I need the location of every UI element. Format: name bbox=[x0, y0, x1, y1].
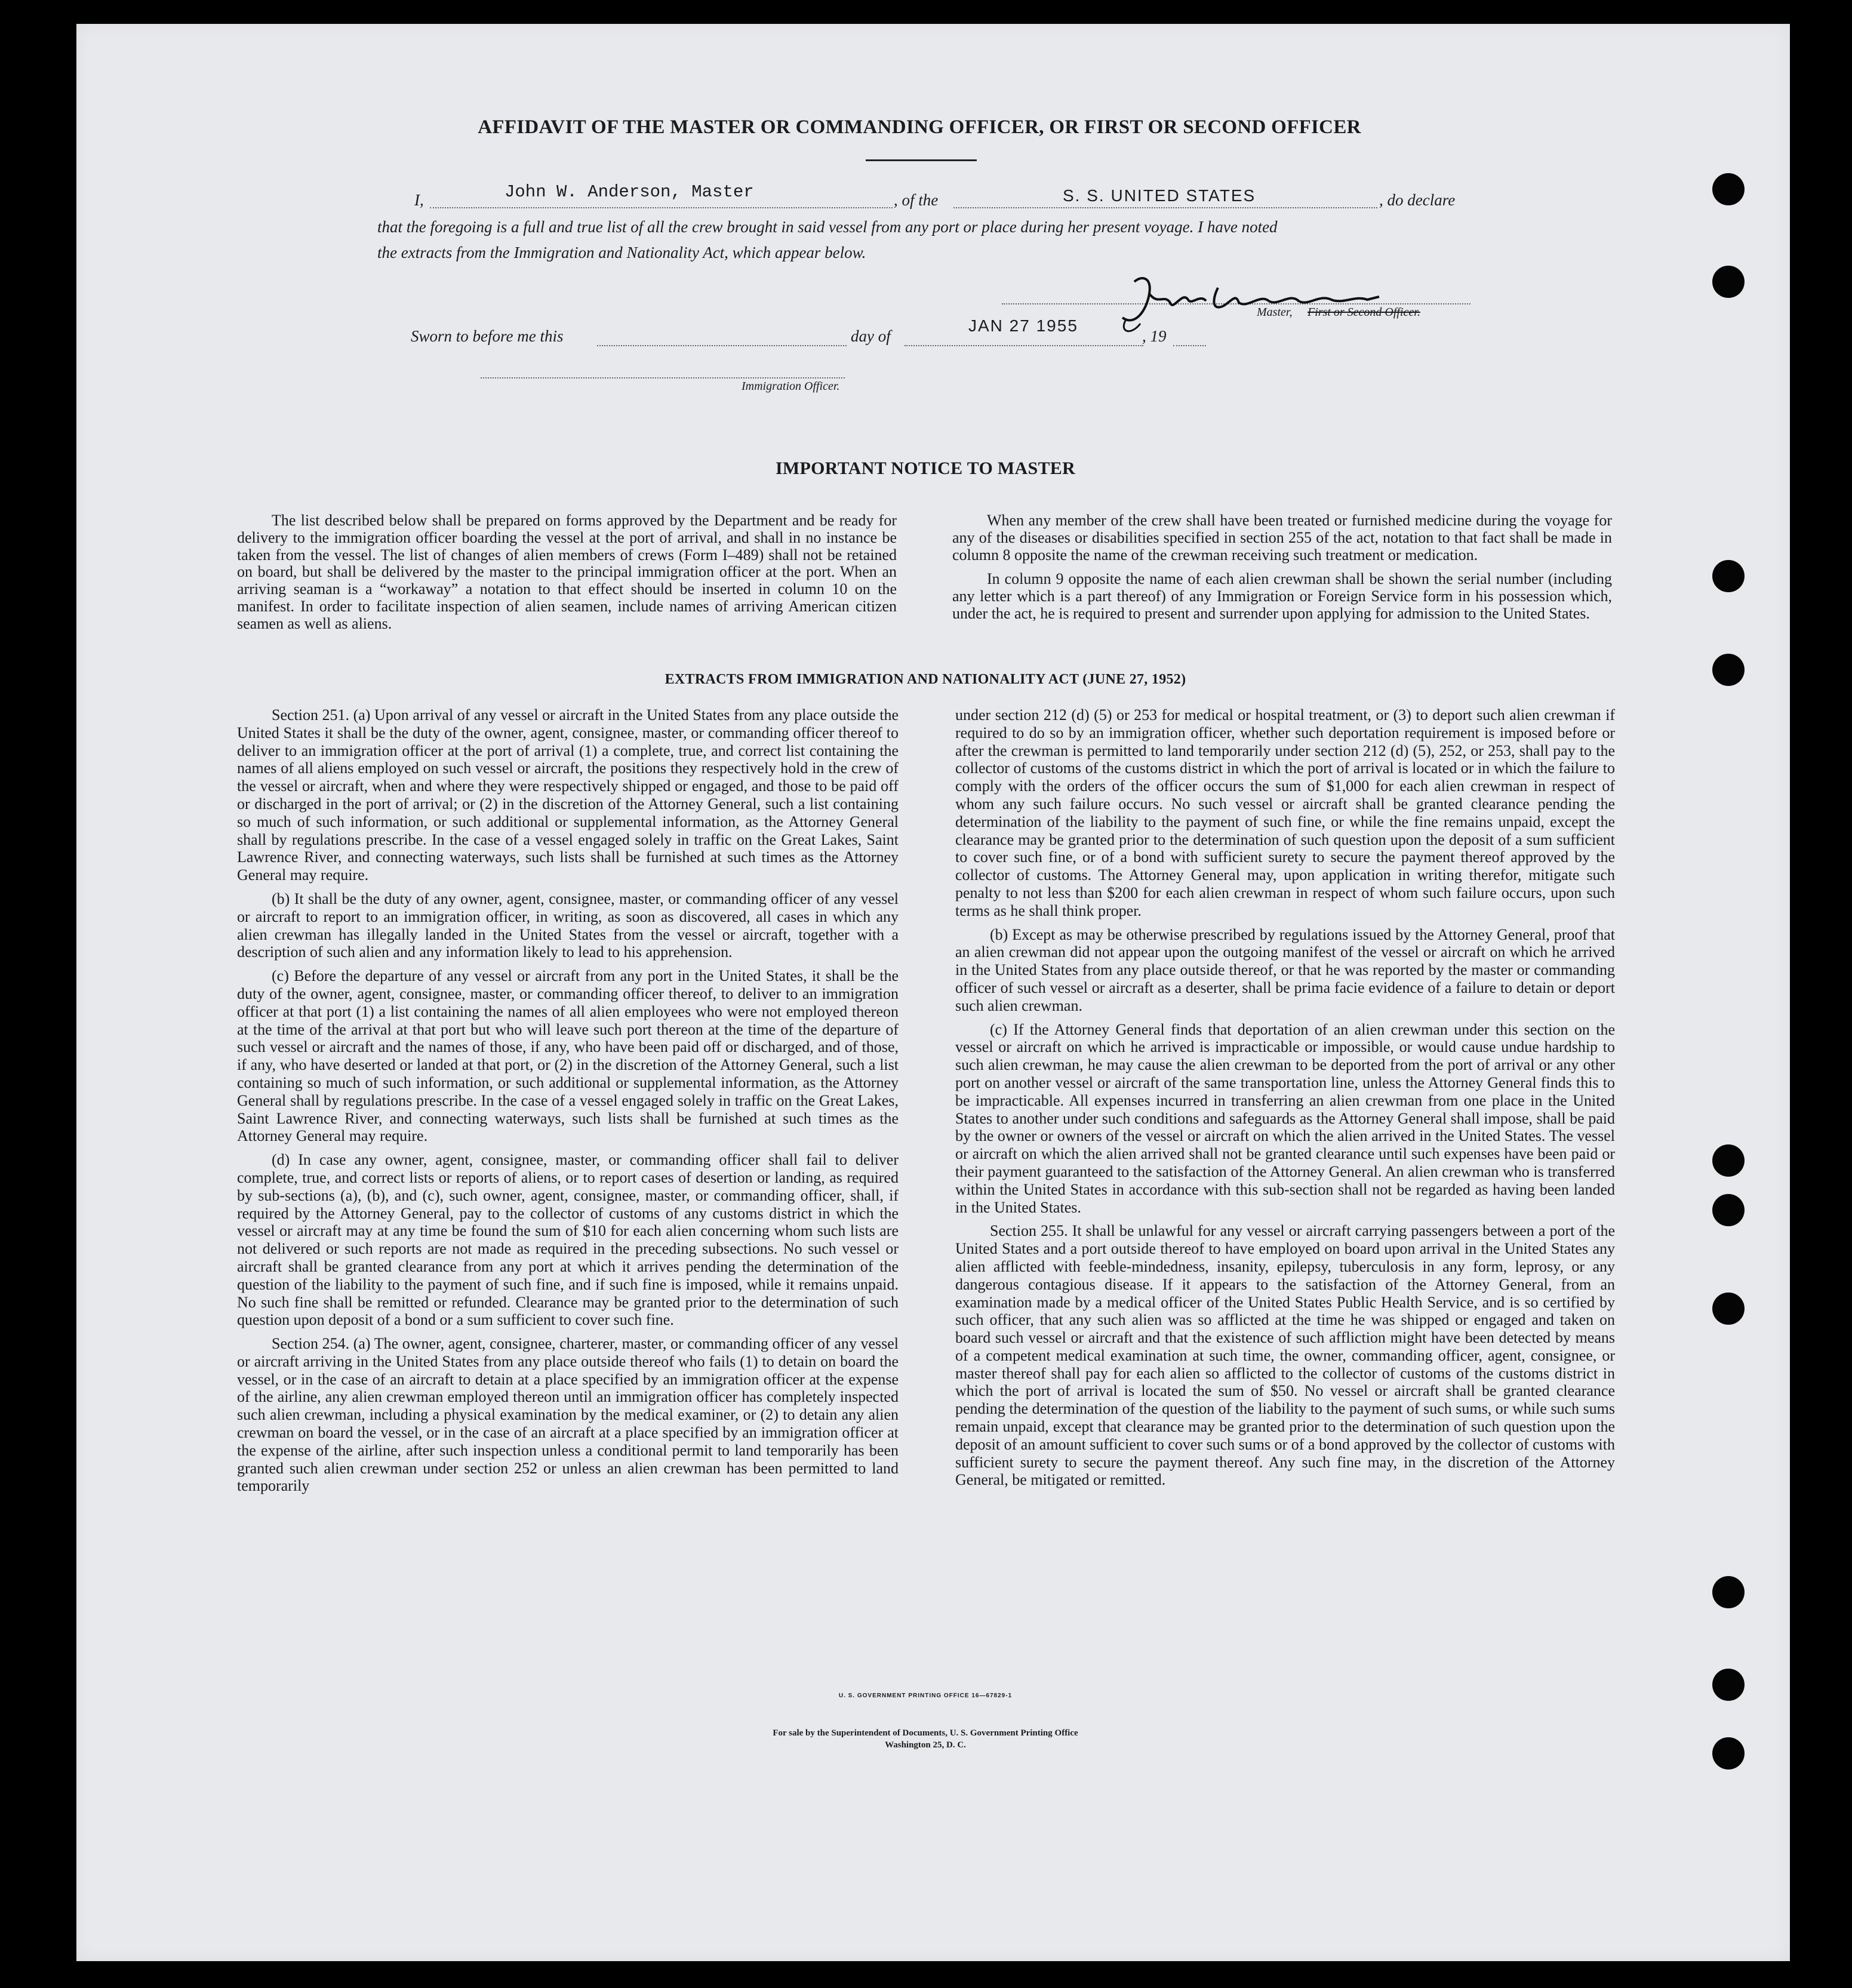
extracts-right-column bbox=[955, 706, 1615, 1495]
sale-line-2: Washington 25, D. C. bbox=[885, 1740, 966, 1750]
master-name: John W. Anderson, Master bbox=[504, 182, 754, 202]
name-line bbox=[430, 207, 893, 208]
signature-mark bbox=[1116, 270, 1391, 336]
section-251d: (d) In case any owner, agent, consignee, master, or commanding officer shall fail to deliver complete, true, and correct lists or reports of aliens, or to report cases of desertion or landing, as required by sub-sections (a), (b), and (c), such owner, agent, consignee, master, or commanding officer, shall, if required by the Attorney General, pay to the collector of customs of any customs district in which the vessel or aircraft may at any time be found the sum of $10 for each alien concerning whom such lists are not delivered or such reports are not made as required in the preceding subsections. No such vessel or aircraft shall be granted clearance from any port at which it arrives pending the determination of the question of the liability to the payment of such fine, and if such fine is imposed, while it remains unpaid. No such fine shall be remitted or refunded. Clearance may be granted prior to the determination of such question upon deposit of a bond or a sum sufficient to cover such fine. bbox=[237, 1151, 899, 1329]
extracts-left-column bbox=[237, 706, 899, 1501]
affidavit-title: AFFIDAVIT OF THE MASTER OR COMMANDING OFFICER, OR FIRST OR SECOND OFFICER bbox=[478, 116, 1361, 138]
day-of-text: day of bbox=[851, 327, 891, 345]
affidavit-statement-1: that the foregoing is a full and true list of all the crew brought in said vessel from any port or place during her present voyage. I have noted bbox=[377, 218, 1278, 236]
section-251b: (b) It shall be the duty of any owner, agent, consignee, master, or commanding officer of any vessel or aircraft to report to an immigration officer, in writing, as soon as discovered, all cases in which any alien crewman has illegally landed in the United States from the vessel or aircraft, together with a description of such alien and any information likely to lead to his apprehension. bbox=[237, 890, 899, 961]
section-251c: (c) Before the departure of any vessel or aircraft from any port in the United States, it shall be the duty of the owner, agent, consignee, master, or commanding officer thereof, to deliver to an immigration officer at that port (1) a list containing the names of all alien employees who were not employed thereon at the time of the arrival at that port but who will leave such port thereon at the time of the departure of such vessel or aircraft and the names of those, if any, who have been paid off or discharged, and of those, if any, who have deserted or landed at that port, or (2) in the discretion of the Attorney General, such a list containing so much of such information, or such additional or supplemental information, as the Attorney General shall by regulations prescribe. In the case of a vessel engaged solely in traffic on the Great Lakes, Saint Lawrence River, and connecting waterways, such lists shall be furnished at such times as the Attorney General may require. bbox=[237, 967, 899, 1145]
notice-right bbox=[952, 512, 1612, 630]
struck-label: First or Second Officer. bbox=[1308, 306, 1420, 319]
gpo-code: U. S. GOVERNMENT PRINTING OFFICE 16—67829-1 bbox=[838, 1692, 1013, 1699]
title-rule bbox=[866, 159, 977, 161]
notice-left bbox=[237, 512, 897, 640]
master-label: Master, bbox=[1257, 306, 1293, 319]
officer-label: Immigration Officer. bbox=[742, 380, 840, 393]
vessel-line bbox=[953, 207, 1377, 208]
notice-right-paragraph-1: When any member of the crew shall have been treated or furnished medicine during the voyage for any of the diseases or disabilities specified in section 255 of the act, notation to that fact shall be made in column 8 opposite the name of the crewman receiving such treatment or medication. bbox=[952, 512, 1612, 564]
year-line bbox=[1173, 345, 1206, 346]
sworn-day-line bbox=[597, 345, 847, 346]
binder-hole bbox=[1712, 1669, 1745, 1701]
extracts-title: EXTRACTS FROM IMMIGRATION AND NATIONALITY ACT (JUNE 27, 1952) bbox=[664, 672, 1186, 687]
year-prefix: , 19 bbox=[1142, 327, 1167, 345]
sworn-text: Sworn to before me this bbox=[411, 327, 564, 345]
date-stamp: JAN 27 1955 bbox=[968, 316, 1078, 335]
sale-line-1: For sale by the Superintendent of Documents, U. S. Government Printing Office bbox=[773, 1728, 1078, 1738]
section-251a: Section 251. (a) Upon arrival of any vessel or aircraft in the United States from any place outside the United States it shall be the duty of the owner, agent, consignee, master, or commanding officer thereof to deliver to an immigration officer at the port of arrival (1) a complete, true, and correct list containing the names of all aliens employed on such vessel or aircraft, the positions they respectively hold in the crew of the vessel or aircraft, when and where they were respectively shipped or engaged, and those to be paid off or discharged in the port of arrival; or (2) in the discretion of the Attorney General, such a list containing so much of such information, or such additional or supplemental information, as the Attorney General shall by regulations prescribe. In the case of a vessel engaged solely in traffic on the Great Lakes, Saint Lawrence River, and connecting waterways, such lists shall be furnished at such times as the Attorney General may require. bbox=[237, 706, 899, 884]
vessel-name: S. S. UNITED STATES bbox=[1063, 186, 1256, 205]
binder-hole bbox=[1712, 1194, 1745, 1226]
notice-right-paragraph-2: In column 9 opposite the name of each alien crewman shall be shown the serial number (including any letter which is a part thereof) of any Immigration or Foreign Service form in his possession which, under the act, he is required to present and surrender upon applying for admission to the United States. bbox=[952, 570, 1612, 622]
binder-hole bbox=[1712, 1292, 1745, 1325]
section-255: Section 255. It shall be unlawful for any vessel or aircraft carrying passengers between a port of the United States and a port outside thereof to have employed on board upon arrival in the United States any alien afflicted with feeble-mindedness, insanity, epilepsy, tuberculosis in any form, leprosy, or any dangerous contagious disease. If it appears to the satisfaction of the Attorney General, from an examination made by a medical officer of the United States Public Health Service, and is so certified by such officer, that any such alien was so afflicted at the time he was shipped or engaged and taken on board such vessel or aircraft and that the existence of such affliction might have been detected by means of a competent medical examination at such time, the owner, commanding officer, agent, consignee, or master thereof shall pay for each alien so afflicted to the collector of customs of the customs district in which the port of arrival is located the sum of $50. No vessel or aircraft shall be granted clearance pending the determination of the question of the liability to the payment of such sums, or while such sums remain unpaid, except that clearance may be granted prior to the determination of such question upon the deposit of an amount sufficient to cover such sums or of a bond approved by the collector of customs with sufficient surety to secure the payment thereof. Any such fine may, in the discretion of the Attorney General, be mitigated or remitted. bbox=[955, 1222, 1615, 1489]
notice-left-paragraph: The list described below shall be prepared on forms approved by the Department and be ready for delivery to the immigration officer boarding the vessel at the port of arrival, and shall in no instance be taken from the vessel. The list of changes of alien members of crews (Form I–489) shall not be retained on board, but shall be delivered by the master to the principal immigration officer at the port. When an arriving seaman is a “workaway” a notation to that effect should be inserted in column 10 on the manifest. In order to facilitate inspection of alien seamen, include names of arriving American citizen seamen as well as aliens. bbox=[237, 512, 897, 632]
affidavit-do-declare: , do declare bbox=[1379, 191, 1456, 209]
section-254a: Section 254. (a) The owner, agent, consignee, charterer, master, or commanding officer of any vessel or aircraft arriving in the United States from any place outside thereof who fails (1) to detain on board the vessel, or in the case of an aircraft to detain at a place specified by an immigration officer at the expense of the airline, any alien crewman employed thereon until an immigration officer has completely inspected such alien crewman, including a physical examination by the medical examiner, or (2) to detain any alien crewman on board the vessel, or in the case of an aircraft at a place specified by an immigration officer at the expense of the airline, after such inspection unless a conditional permit to land temporarily has been granted such alien crewman under section 252 or unless an alien crewman has been permitted to land temporarily bbox=[237, 1335, 899, 1495]
binder-hole bbox=[1712, 1144, 1745, 1177]
affidavit-statement-2: the extracts from the Immigration and Nationality Act, which appear below. bbox=[377, 244, 866, 261]
binder-hole bbox=[1712, 560, 1745, 592]
binder-hole bbox=[1712, 1737, 1745, 1769]
section-254b: (b) Except as may be otherwise prescribed by regulations issued by the Attorney General, proof that an alien crewman did not appear upon the outgoing manifest of the vessel or aircraft on which he arrived in the United States from any place outside thereof, or that he was reported by the master or commanding officer of such vessel or aircraft as a deserter, shall be prima facie evidence of a failure to detain or deport such alien crewman. bbox=[955, 925, 1615, 1014]
notice-title: IMPORTANT NOTICE TO MASTER bbox=[775, 458, 1076, 478]
affidavit-of-the: , of the bbox=[894, 191, 939, 209]
officer-line bbox=[481, 377, 845, 378]
section-254c: (c) If the Attorney General finds that deportation of an alien crewman under this section on the vessel or aircraft on which he arrived is impracticable or impossible, or would cause undue hardship to such alien crewman, he may cause the alien crewman to be deported from the port of arrival or any other port on another vessel or aircraft of the same transportation line, unless the Attorney General finds this to be impracticable. All expenses incurred in transferring an alien crewman from one place in the United States to another under such conditions and safeguards as the Attorney General shall impose, shall be paid by the owner or owners of the vessel or aircraft on which the alien arrived in the United States. The vessel or aircraft on which the alien arrived shall not be granted clearance until such expenses have been paid or their payment guaranteed to the satisfaction of the Attorney General. An alien crewman who is transferred within the United States in accordance with this sub-section shall not be regarded as having been landed in the United States. bbox=[955, 1020, 1615, 1216]
affidavit-i: I, bbox=[414, 191, 424, 209]
binder-hole bbox=[1712, 654, 1745, 686]
binder-hole bbox=[1712, 173, 1745, 205]
section-254a-cont: under section 212 (d) (5) or 253 for medical or hospital treatment, or (3) to deport such alien crewman if required to do so by an immigration officer, whether such deportation requirement is imposed before or after the crewman is permitted to land temporarily under section 212 (d) (5), 252, or 253, shall pay to the collector of customs of the customs district in which the port of arrival is located or in which the failure to comply with the orders of the officer occurs the sum of $1,000 for each alien crewman in respect of whom any such failure occurs. No such vessel or aircraft shall be granted clearance pending the determination of the liability to the payment of such fine, or while the fine remains unpaid, except the clearance may be granted prior to the determination of such question upon the deposit of a sum sufficient to cover such fine, or of a bond with sufficient surety to secure the payment thereof approved by the collector of customs. The Attorney General may, upon application in writing therefor, mitigate such penalty to not less than $200 for each alien crewman in respect of whom such failure occurs, upon such terms as he shall think proper. bbox=[955, 706, 1615, 919]
binder-hole bbox=[1712, 1576, 1745, 1608]
date-line bbox=[905, 345, 1143, 346]
binder-hole bbox=[1712, 266, 1745, 298]
